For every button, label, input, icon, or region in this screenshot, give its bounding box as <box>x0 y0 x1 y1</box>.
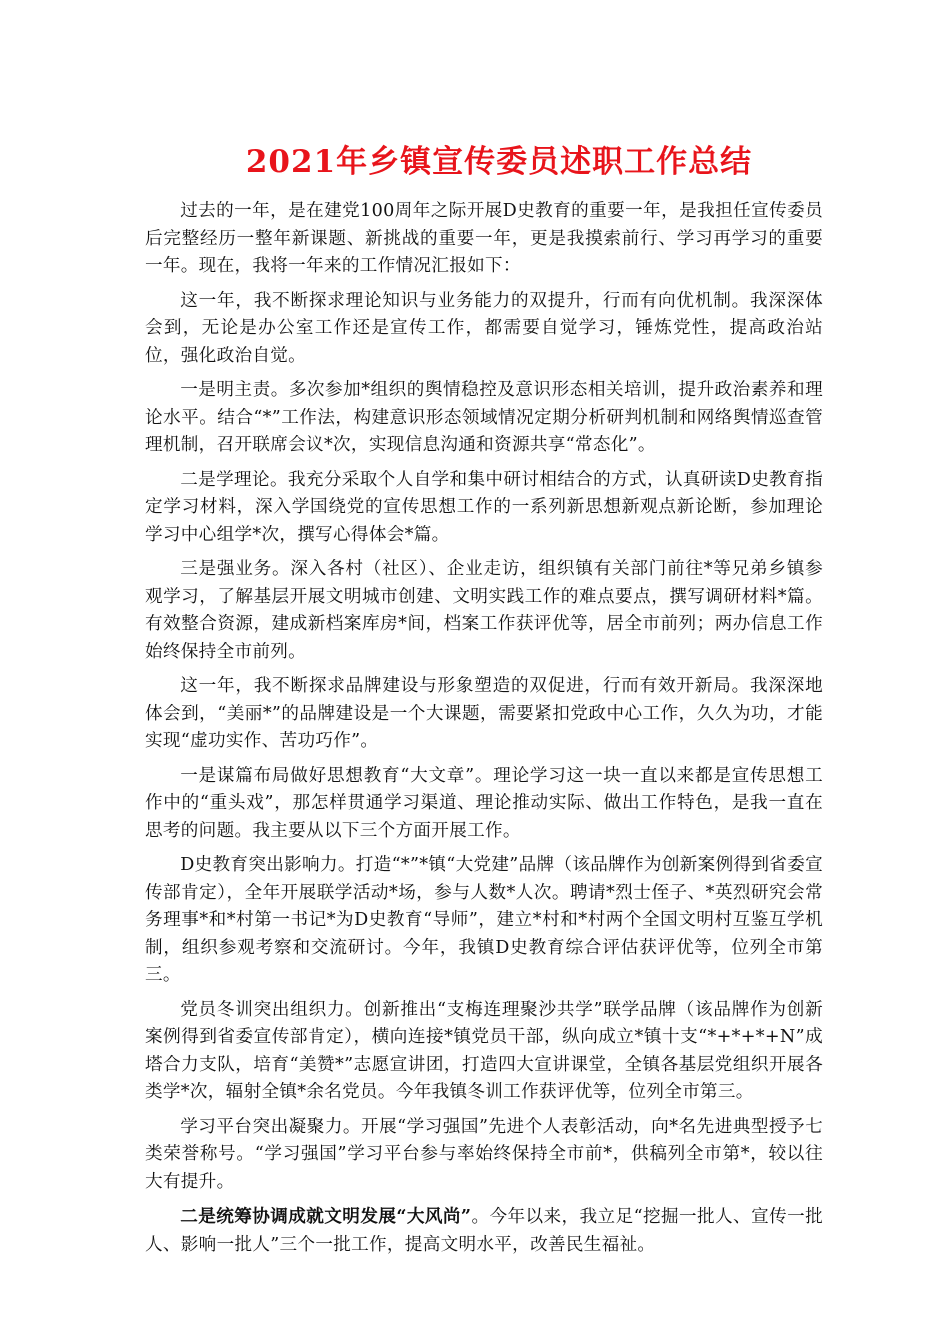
paragraph-text: 一是谋篇布局做好思想教育“大文章”。理论学习这一块一直以来都是宣传思想工作中的“重头戏”，那怎样贯通学习渠道、理论推动实际、做出工作特色，是我一直在思考的问题。我主要从以下三个方面开展工作。 <box>145 765 823 841</box>
paragraph-winter-training <box>145 997 823 1107</box>
paragraph-history-education <box>145 852 823 990</box>
paragraph-study-theory <box>145 467 823 550</box>
paragraph-text: 一是明主责。多次参加*组织的舆情稳控及意识形态相关培训，提升政治素养和理论水平。结合“*”工作法，构建意识形态领域情况定期分析研判机制和网络舆情巡查管理机制，召开联席会议*次，实现信息沟通和资源共享“常态化”。 <box>145 380 823 455</box>
paragraph-learning-platform <box>145 1114 823 1197</box>
paragraph-intro <box>145 198 823 281</box>
document-title: 2021年乡镇宣传委员述职工作总结 <box>245 144 753 180</box>
paragraph-text: 。今年以来，我立足“挖掘一批人、宣传一批人、影响一批人”三个一批工作，提高文明水平，改善民生福祉。 <box>145 1207 823 1255</box>
paragraph-theory-ability <box>145 288 823 371</box>
paragraph-text: 这一年，我不断探求理论知识与业务能力的双提升，行而有向优机制。我深深体会到，无论是办公室工作还是宣传工作，都需要自觉学习，锤炼党性，提高政治站位，强化政治自觉。 <box>145 290 823 366</box>
paragraph-text: 过去的一年，是在建党100周年之际开展D史教育的重要一年，是我担任宣传委员后完整经历一整年新课题、新挑战的重要一年，更是我摸索前行、学习再学习的重要一年。现在，我将一年来的工作情况汇报如下： <box>145 201 823 276</box>
document-page <box>145 140 823 1266</box>
paragraph-text: 二是学理论。我充分采取个人自学和集中研讨相结合的方式，认真研读D史教育指定学习材料，深入学国绕党的宣传思想工作的一系列新思想新观点新论断，参加理论学习中心组学*次，撰写心得体会*篇。 <box>145 469 823 545</box>
paragraph-text: 学习平台突出凝聚力。开展“学习强国”先进个人表彰活动，向*名先进典型授予七类荣誉称号。“学习强国”学习平台参与率始终保持全市前*，供稿列全市第*，较以往大有提升。 <box>145 1116 823 1192</box>
paragraph-strengthen-business <box>145 556 823 666</box>
paragraph-text: 这一年，我不断探求品牌建设与形象塑造的双促进，行而有效开新局。我深深地体会到，“美丽*”的品牌建设是一个大课题，需要紧扣党政中心工作，久久为功，才能实现“虚功实作、苦功巧作”。 <box>145 676 823 751</box>
paragraph-text: 三是强业务。深入各村（社区）、企业走访，组织镇有关部门前往*等兄弟乡镇参观学习，了解基层开展文明城市创建、文明实践工作的难点要点，撰写调研材料*篇。有效整合资源，建成新档案库房*间，档案工作获评优等，居全市前列；两办信息工作始终保持全市前列。 <box>145 559 823 662</box>
paragraph-main-duty <box>145 377 823 460</box>
paragraph-text: 党员冬训突出组织力。创新推出“支梅连理聚沙共学”联学品牌（该品牌作为创新案例得到省委宣传部肯定），横向连接*镇党员干部，纵向成立*镇十支“*+*+*+N”成塔合力支队，培育“美赞*”志愿宣讲团，打造四大宣讲课堂，全镇各基层党组织开展各类学*次，辐射全镇*余名党员。今年我镇冬训工作获评优等，位列全市第三。 <box>145 999 823 1102</box>
paragraph-text: D史教育突出影响力。打造“*”*镇“大党建”品牌（该品牌作为创新案例得到省委宣传部肯定），全年开展联学活动*场，参与人数*人次。聘请*烈士侄子、*英烈研究会常务理事*和*村第一书记*为D史教育“导师”，建立*村和*村两个全国文明村互鉴互学机制，组织参观考察和交流研讨。今年，我镇D史教育综合评估获评优等，位列全市第三。 <box>145 855 823 985</box>
paragraph-brand-building <box>145 673 823 756</box>
paragraph-ideological-education <box>145 763 823 846</box>
paragraph-lead-heading: 二是统筹协调成就文明发展“大风尚” <box>180 1206 472 1227</box>
paragraph-civilization <box>145 1203 823 1259</box>
